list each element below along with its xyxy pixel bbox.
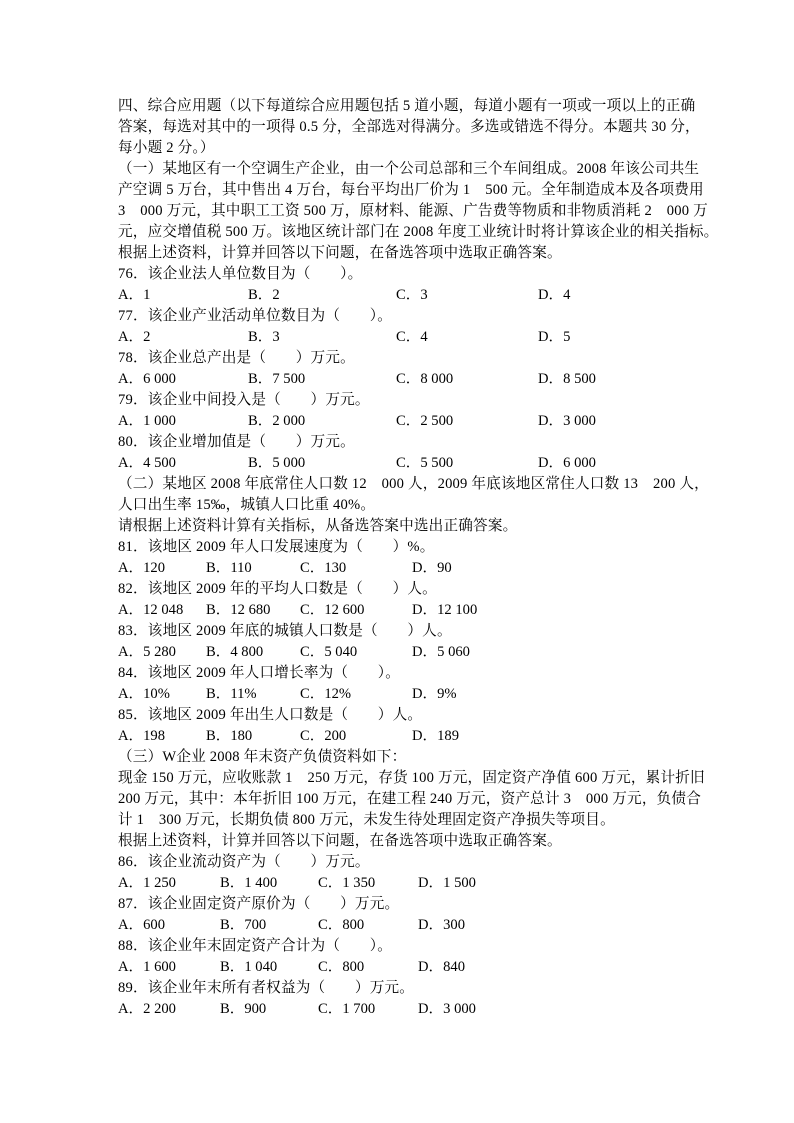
- group-intro-line: （一）某地区有一个空调生产企业，由一个公司总部和三个车间组成。2008 年该公司共生: [118, 161, 700, 177]
- question-stem: 该企业中间投入是（ ）万元。: [147, 392, 370, 408]
- question-stem-row: [118, 348, 698, 369]
- question-stem: 该地区 2009 年底的城镇人口数是（ ）人。: [147, 623, 452, 639]
- question-stem-row: [118, 306, 698, 327]
- question-stem: 该地区 2009 年出生人口数是（ ）人。: [147, 707, 423, 723]
- option-a: A．5 280: [118, 644, 176, 660]
- options-row: [118, 999, 698, 1020]
- option-a: A．12 048: [118, 602, 184, 618]
- option-a: A．1: [118, 287, 151, 303]
- question-stem-row: [118, 621, 698, 642]
- option-b: B．11%: [206, 686, 257, 702]
- option-b: B．110: [206, 560, 252, 576]
- option-b: B．180: [206, 728, 253, 744]
- question-stem: 该企业年末所有者权益为（ ）万元。: [147, 980, 415, 996]
- option-d: D．840: [418, 959, 466, 975]
- option-d: D．12 100: [412, 602, 478, 618]
- options-row: [118, 873, 698, 894]
- group-intro-line: 人口出生率 15‰，城镇人口比重 40%。: [118, 497, 376, 513]
- option-a: A．1 250: [118, 875, 176, 891]
- options-row: [118, 369, 698, 390]
- question-stem-row: [118, 537, 698, 558]
- option-c: C．200: [300, 728, 347, 744]
- group-intro-line: 200 万元，其中：本年折旧 100 万元，在建工程 240 万元，资产总计 3 000 万元，负债合: [118, 791, 702, 807]
- option-b: B．5 000: [248, 455, 306, 471]
- group-instruction-line: 请根据上述资料计算有关指标，从备选答案中选出正确答案。: [118, 518, 518, 534]
- option-b: B．700: [220, 917, 267, 933]
- question-stem-row: [118, 894, 698, 915]
- option-d: D．5 060: [412, 644, 470, 660]
- option-d: D．90: [412, 560, 452, 576]
- option-a: A．1 000: [118, 413, 176, 429]
- question-stem: 该企业产业活动单位数目为（ ）。: [147, 308, 392, 324]
- question-group-2: [118, 474, 709, 747]
- question-number: 84．: [118, 665, 148, 681]
- options-row: [118, 453, 698, 474]
- question-stem-row: [118, 432, 698, 453]
- option-d: D．9%: [412, 686, 457, 702]
- option-d: D．4: [538, 287, 571, 303]
- option-b: B．7 500: [248, 371, 306, 387]
- question-number: 77．: [118, 308, 148, 324]
- question-group-3: [118, 747, 705, 1020]
- question-stem: 该企业法人单位数目为（ ）。: [147, 266, 363, 282]
- group-instruction-line: 根据上述资料，计算并回答以下问题，在备选答项中选取正确答案。: [118, 245, 562, 261]
- option-c: C．8 000: [396, 371, 454, 387]
- question-stem-row: [118, 264, 698, 285]
- question-stem: 该地区 2009 年人口发展速度为（ ）%。: [147, 539, 435, 555]
- option-a: A．2: [118, 329, 151, 345]
- group-intro-line: （二）某地区 2008 年底常住人口数 12 000 人，2009 年底该地区常住人口数 13 200 人，: [118, 476, 709, 492]
- question-number: 78．: [118, 350, 148, 366]
- group-intro-line: （三）W企业 2008 年末资产负债资料如下：: [118, 749, 407, 765]
- options-row: [118, 726, 698, 747]
- section-heading-line: 每小题 2 分。）: [118, 140, 215, 156]
- question-stem: 该企业增加值是（ ）万元。: [147, 434, 355, 450]
- options-row: [118, 558, 698, 579]
- option-b: B．2: [248, 287, 280, 303]
- group-instruction-line: 根据上述资料，计算并回答以下问题，在备选答项中选取正确答案。: [118, 833, 562, 849]
- option-d: D．3 000: [538, 413, 596, 429]
- option-c: C．130: [300, 560, 347, 576]
- option-c: C．12%: [300, 686, 352, 702]
- question-number: 83．: [118, 623, 148, 639]
- group-intro-line: 3 000 万元，其中职工工资 500 万，原材料、能源、广告费等物质和非物质消耗 2 000 万: [118, 203, 708, 219]
- option-a: A．120: [118, 560, 166, 576]
- question-number: 87．: [118, 896, 148, 912]
- question-stem: 该企业总产出是（ ）万元。: [147, 350, 355, 366]
- question-number: 86．: [118, 854, 148, 870]
- question-number: 82．: [118, 581, 148, 597]
- question-stem-row: [118, 936, 698, 957]
- option-c: C．800: [318, 959, 365, 975]
- option-c: C．1 700: [318, 1001, 376, 1017]
- question-stem: 该企业固定资产原价为（ ）万元。: [147, 896, 400, 912]
- option-a: A．4 500: [118, 455, 176, 471]
- question-stem-row: [118, 579, 698, 600]
- option-a: A．10%: [118, 686, 170, 702]
- question-number: 85．: [118, 707, 148, 723]
- option-b: B．1 040: [220, 959, 278, 975]
- option-d: D．3 000: [418, 1001, 476, 1017]
- option-b: B．3: [248, 329, 280, 345]
- options-row: [118, 957, 698, 978]
- question-number: 79．: [118, 392, 148, 408]
- options-row: [118, 684, 698, 705]
- question-stem-row: [118, 663, 698, 684]
- question-number: 80．: [118, 434, 148, 450]
- option-d: D．300: [418, 917, 466, 933]
- option-c: C．3: [396, 287, 428, 303]
- option-d: D．6 000: [538, 455, 596, 471]
- question-stem-row: [118, 852, 698, 873]
- option-b: B．900: [220, 1001, 267, 1017]
- question-number: 89．: [118, 980, 148, 996]
- option-b: B．4 800: [206, 644, 264, 660]
- options-row: [118, 327, 698, 348]
- question-stem: 该地区 2009 年的平均人口数是（ ）人。: [147, 581, 437, 597]
- group-intro-line: 产空调 5 万台，其中售出 4 万台，每台平均出厂价为 1 500 元。全年制造成本及各项费用: [118, 182, 704, 198]
- option-c: C．5 040: [300, 644, 358, 660]
- question-stem: 该企业流动资产为（ ）万元。: [147, 854, 370, 870]
- option-d: D．1 500: [418, 875, 476, 891]
- options-row: [118, 600, 698, 621]
- options-row: [118, 642, 698, 663]
- question-number: 88．: [118, 938, 148, 954]
- option-c: C．1 350: [318, 875, 376, 891]
- question-stem: 该地区 2009 年人口增长率为（ ）。: [147, 665, 401, 681]
- option-c: C．2 500: [396, 413, 454, 429]
- question-stem-row: [118, 705, 698, 726]
- option-a: A．600: [118, 917, 166, 933]
- option-a: A．2 200: [118, 1001, 176, 1017]
- options-row: [118, 915, 698, 936]
- option-a: A．198: [118, 728, 166, 744]
- group-intro-line: 计 1 300 万元，长期负债 800 万元，未发生待处理固定资产净损失等项目。: [118, 812, 615, 828]
- option-b: B．2 000: [248, 413, 306, 429]
- group-intro-line: 现金 150 万元，应收账款 1 250 万元，存货 100 万元，固定资产净值 600 万元，累计折旧: [118, 770, 705, 786]
- option-b: B．1 400: [220, 875, 278, 891]
- question-group-1: [118, 159, 719, 474]
- option-c: C．4: [396, 329, 428, 345]
- question-stem: 该企业年末固定资产合计为（ ）。: [147, 938, 392, 954]
- section-heading-line: 答案，每选对其中的一项得 0.5 分，全部选对得满分。多选或错选不得分。本题共 30 分，: [118, 119, 700, 135]
- section-heading-line: 四、综合应用题（以下每道综合应用题包括 5 道小题，每道小题有一项或一项以上的正确: [118, 98, 696, 114]
- option-a: A．6 000: [118, 371, 176, 387]
- options-row: [118, 285, 698, 306]
- options-row: [118, 411, 698, 432]
- option-b: B．12 680: [206, 602, 271, 618]
- option-c: C．5 500: [396, 455, 454, 471]
- question-number: 81．: [118, 539, 148, 555]
- group-intro-line: 元，应交增值税 500 万。该地区统计部门在 2008 年度工业统计时将计算该企业的相关指标。: [118, 224, 719, 240]
- option-d: D．189: [412, 728, 460, 744]
- question-stem-row: [118, 978, 698, 999]
- option-a: A．1 600: [118, 959, 176, 975]
- option-d: D．8 500: [538, 371, 596, 387]
- option-c: C．800: [318, 917, 365, 933]
- option-c: C．12 600: [300, 602, 365, 618]
- question-number: 76．: [118, 266, 148, 282]
- question-stem-row: [118, 390, 698, 411]
- option-d: D．5: [538, 329, 571, 345]
- document-content: [118, 96, 719, 1020]
